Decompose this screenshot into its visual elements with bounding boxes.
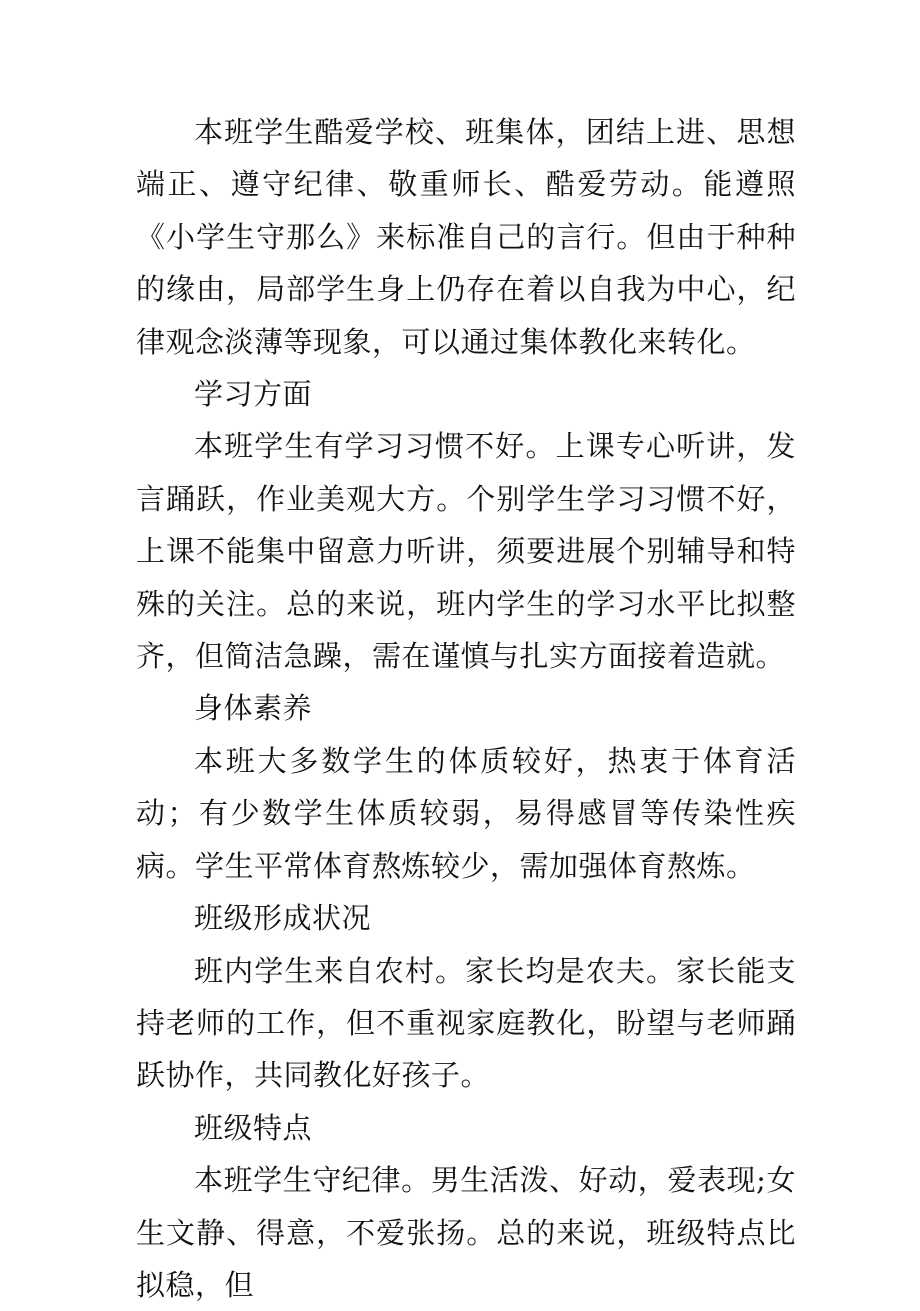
paragraph-class-traits: 本班学生守纪律。男生活泼、好动，爱表现;女生文静、得意，不爱张扬。总的来说，班级特点比拟稳，但 [136,1163,796,1302]
heading-class-traits: 班级特点 [194,1110,313,1145]
document-page [136,106,796,1311]
heading-study: 学习方面 [194,377,313,412]
paragraph-study: 本班学生有学习习惯不好。上课专心听讲，发言踊跃，作业美观大方。个别学生学习习惯不好，上课不能集中留意力听讲，须要进展个别辅导和特殊的关注。总的来说，班内学生的学习水平比拟整齐，但简洁急躁，需在谨慎与扎实方面接着造就。 [136,429,796,674]
heading-class-formation: 班级形成状况 [194,901,372,936]
paragraph-class-overview: 本班学生酷爱学校、班集体，团结上进、思想端正、遵守纪律、敬重师长、酷爱劳动。能遵照《小学生守那么》来标准自己的言行。但由于种种的缘由，局部学生身上仍存在着以自我为中心，纪律观念淡薄等现象，可以通过集体教化来转化。 [136,115,796,359]
paragraph-physical: 本班大多数学生的体质较好，热衷于体育活动；有少数学生体质较弱，易得感冒等传染性疾病。学生平常体育熬炼较少，需加强体育熬炼。 [136,743,796,883]
heading-physical: 身体素养 [194,691,313,726]
paragraph-class-formation: 班内学生来自农村。家长均是农夫。家长能支持老师的工作，但不重视家庭教化，盼望与老师踊跃协作，共同教化好孩子。 [136,953,796,1093]
